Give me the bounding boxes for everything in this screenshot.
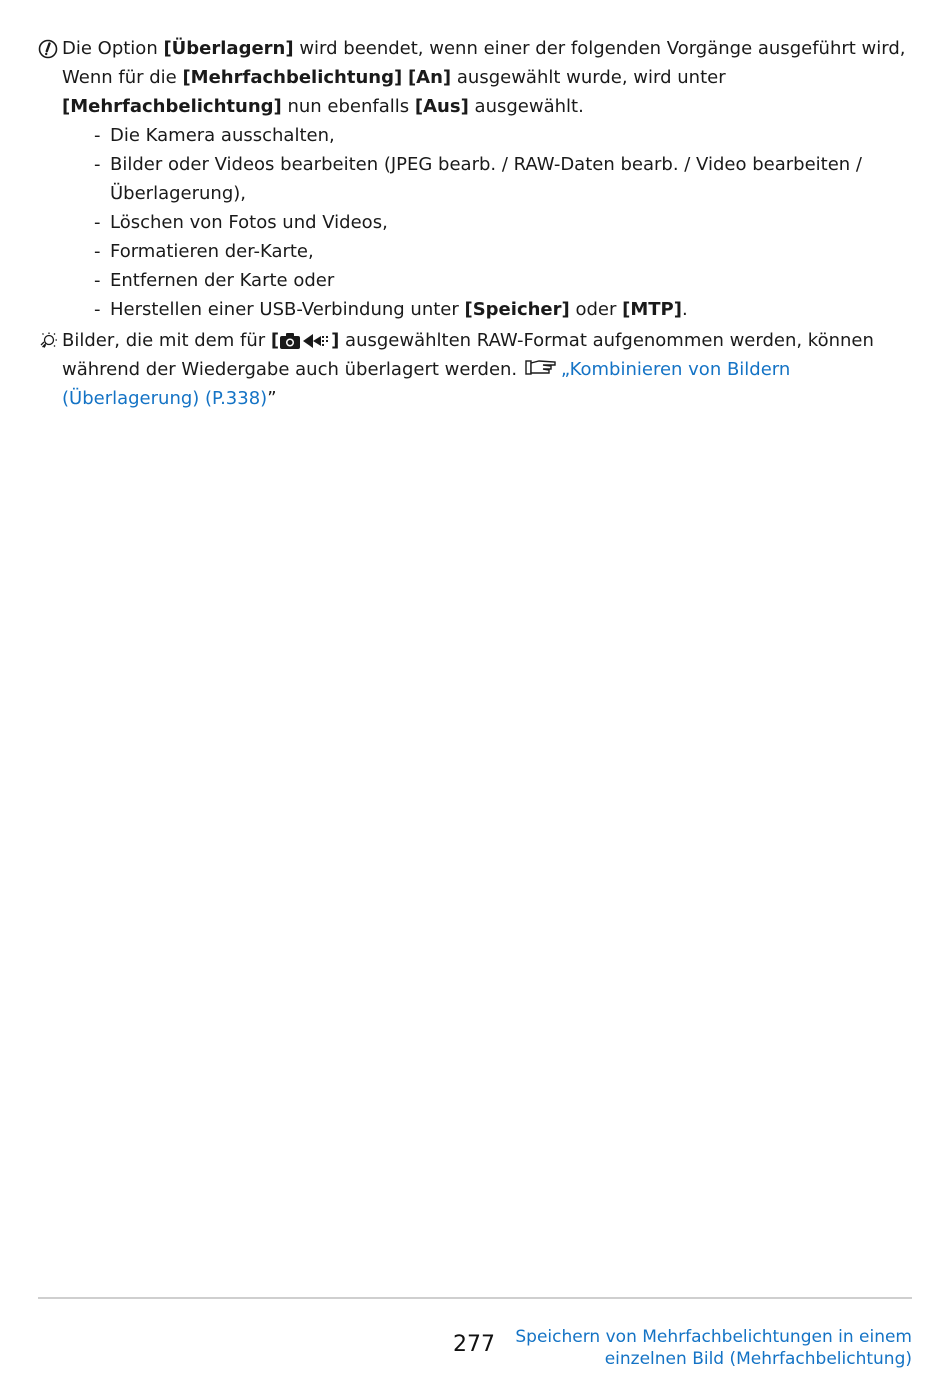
note-bold-aus: [Aus] xyxy=(414,96,469,117)
footer-divider xyxy=(38,1297,912,1299)
list-item-text: Formatieren der-Karte, xyxy=(110,241,314,262)
page-number: 277 xyxy=(453,1332,495,1357)
bold-speicher: [Speicher] xyxy=(464,299,570,320)
note-text: ausgewählt. xyxy=(468,96,584,117)
bracket-close: ] xyxy=(331,330,340,351)
list-item-text: Die Kamera ausschalten, xyxy=(110,125,335,146)
footer-title-line: einzelnen Bild (Mehrfachbelichtung) xyxy=(604,1349,912,1369)
note-bold-mehrfachbelichtung: [Mehrfachbelichtung] xyxy=(182,67,403,88)
list-item xyxy=(62,295,918,324)
dash: - xyxy=(94,270,101,291)
list-item-text: oder xyxy=(569,299,623,320)
tip-note xyxy=(38,326,918,413)
tip-text: Bilder, die mit dem für xyxy=(62,330,271,351)
list-item-text: Löschen von Fotos und Videos, xyxy=(110,212,388,233)
list-item-text: . xyxy=(681,299,688,320)
bold-mtp: [MTP] xyxy=(622,299,682,320)
list-item-text: Bilder oder Videos bearbeiten (JPEG bearb. / RAW-Daten bearb. / Video bearbeiten / Überlagerung), xyxy=(110,154,862,204)
list-item xyxy=(62,150,918,208)
reference-hand-icon xyxy=(525,359,557,377)
dash: - xyxy=(94,299,101,320)
list-item xyxy=(62,121,918,150)
dash: - xyxy=(94,241,101,262)
note-bold-an: [An] xyxy=(407,67,452,88)
list-item xyxy=(62,266,918,295)
tip-text: ausgewählten RAW-Format aufgenommen werden, können während der Wiedergabe auch überlagert werden. xyxy=(62,330,874,380)
dash: - xyxy=(94,154,101,175)
list-item xyxy=(62,237,918,266)
dash: - xyxy=(94,212,101,233)
note-text: nun ebenfalls xyxy=(281,96,415,117)
note-text: Die Option xyxy=(62,38,164,59)
camera-icon xyxy=(279,332,301,350)
caution-icon xyxy=(38,39,58,59)
dash: - xyxy=(94,125,101,146)
list-item xyxy=(62,208,918,237)
caution-note xyxy=(38,34,918,324)
tip-icon xyxy=(38,331,58,351)
footer-title-line: Speichern von Mehrfachbelichtungen in einem xyxy=(515,1327,912,1347)
note-text: wird beendet, wenn einer der folgenden Vorgänge ausgeführt wird, Wenn für die xyxy=(62,38,906,88)
note-bold-ueberlagern: [Überlagern] xyxy=(163,38,294,59)
note-bold-mehrfachbelichtung-2: [Mehrfachbelichtung] xyxy=(62,96,282,117)
tip-text: ” xyxy=(267,388,277,409)
cross-reference-link[interactable]: „Kombinieren von Bildern (Überlagerung) (P.338) xyxy=(62,359,791,409)
main-content xyxy=(38,34,918,413)
list-item-text: Herstellen einer USB-Verbindung unter xyxy=(110,299,465,320)
operations-list xyxy=(62,121,918,324)
note-text: ausgewählt wurde, wird unter xyxy=(451,67,726,88)
image-quality-icon xyxy=(301,332,331,350)
bracket-open: [ xyxy=(270,330,280,351)
list-item-text: Entfernen der Karte oder xyxy=(110,270,335,291)
footer-section-link[interactable] xyxy=(512,1326,912,1370)
